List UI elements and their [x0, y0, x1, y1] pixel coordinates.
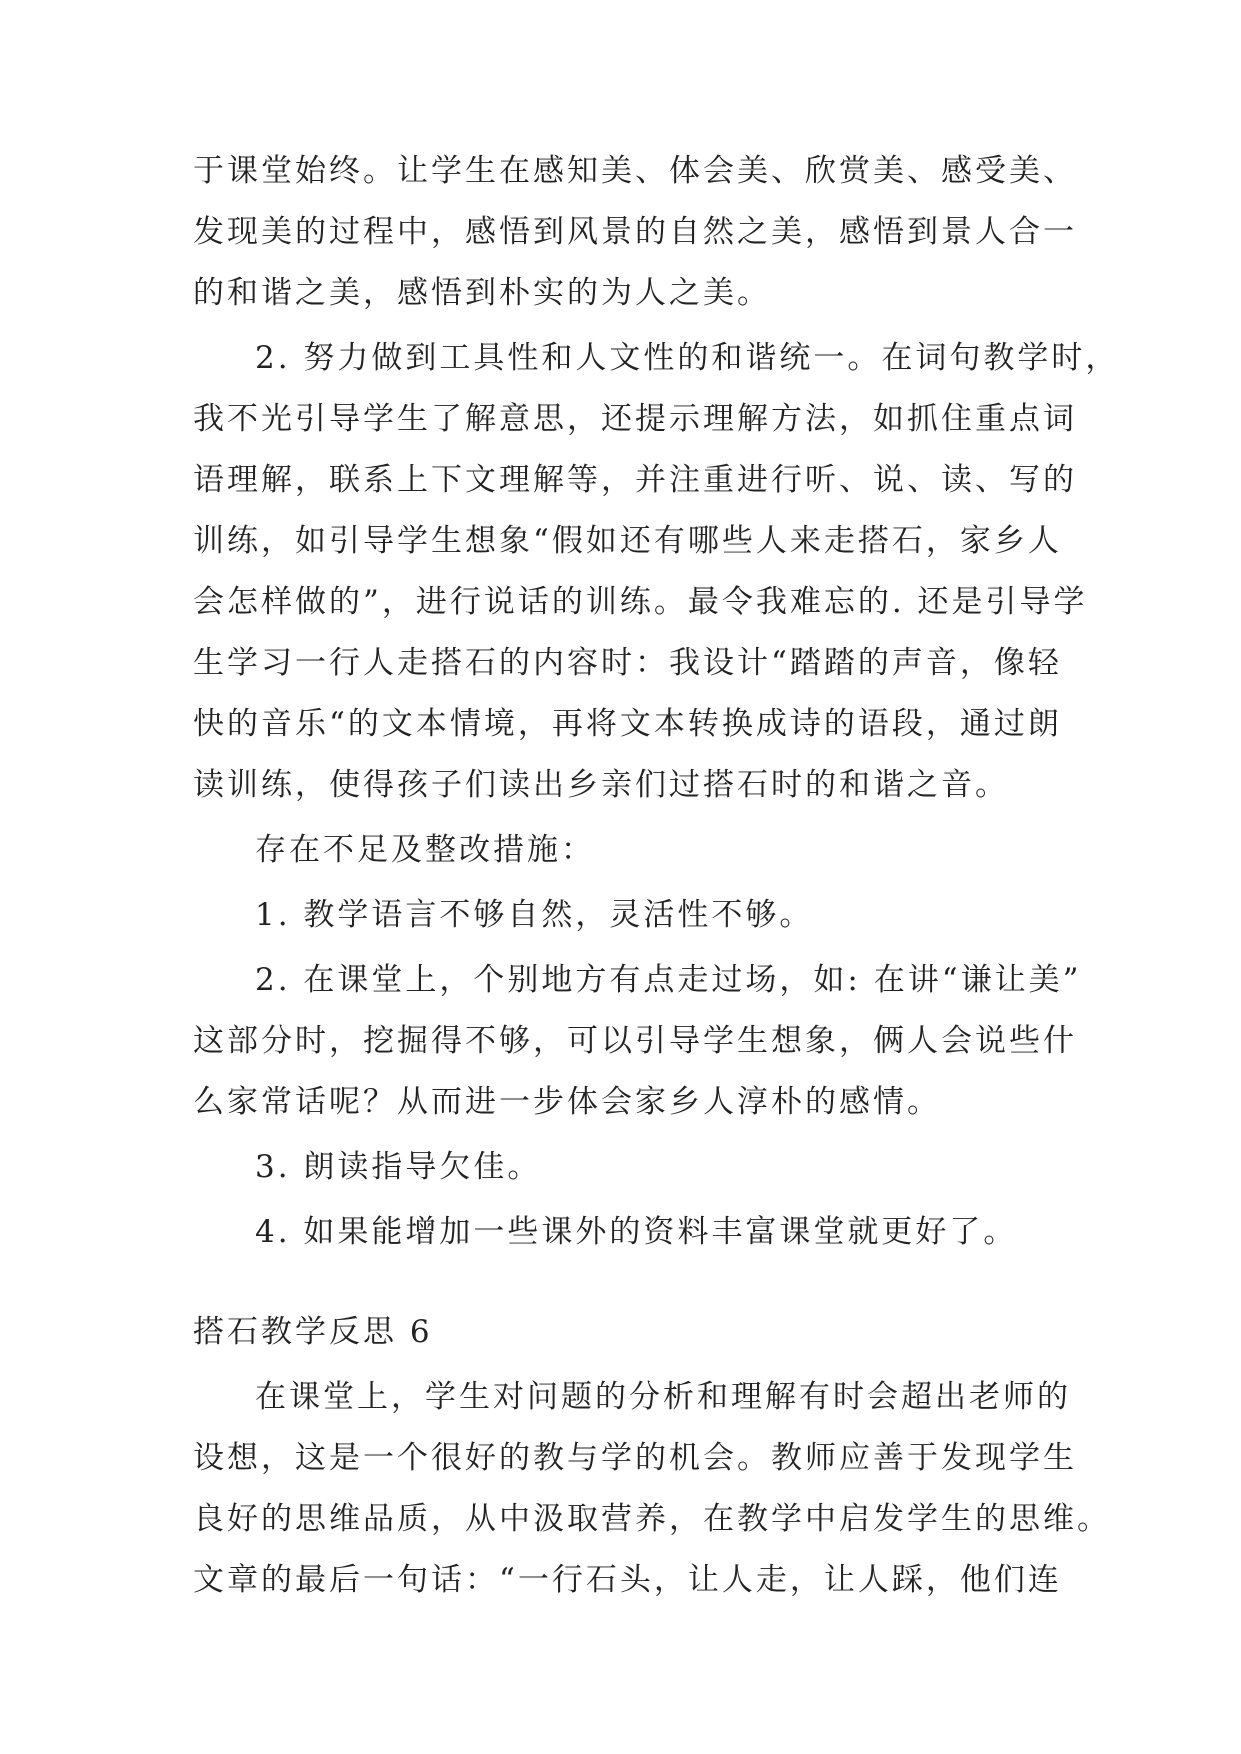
text-line: 文章的最后一句话：“一行石头，让人走，让人踩，他们连	[193, 1562, 1062, 1598]
list-item: 3. 朗读指导欠佳。	[255, 1149, 542, 1185]
text-line: 在课堂上，学生对问题的分析和理解有时会超出老师的	[255, 1379, 1071, 1415]
text-line: 生学习一行人走搭石的内容时：我设计“踏踏的声音，像轻	[193, 645, 1062, 681]
text-line: 发现美的过程中，感悟到风景的自然之美，感悟到景人合一	[193, 214, 1077, 250]
text-line: 语理解，联系上下文理解等，并注重进行听、说、读、写的	[193, 462, 1077, 498]
text-line: 良好的思维品质，从中汲取营养，在教学中启发学生的思维。	[193, 1501, 1111, 1537]
text-line: 这部分时，挖掘得不够，可以引导学生想象，俩人会说些什	[193, 1023, 1077, 1059]
text-line: 会怎样做的”，进行说话的训练。最令我难忘的. 还是引导学	[193, 584, 1088, 620]
text-line: 我不光引导学生了解意思，还提示理解方法，如抓住重点词	[193, 401, 1077, 437]
text-line: 于课堂始终。让学生在感知美、体会美、欣赏美、感受美、	[193, 153, 1077, 189]
text-line: 快的音乐“的文本情境，再将文本转换成诗的语段，通过朗	[193, 706, 1062, 742]
text-line: 训练，如引导学生想象“假如还有哪些人来走搭石，家乡人	[193, 523, 1062, 559]
text-line: 2. 努力做到工具性和人文性的和谐统一。在词句教学时，	[255, 340, 1120, 376]
list-item: 1. 教学语言不够自然，灵活性不够。	[255, 897, 814, 933]
text-line: 的和谐之美，感悟到朴实的为人之美。	[193, 275, 771, 311]
text-line: 么家常话呢？从而进一步体会家乡人淳朴的感情。	[193, 1084, 941, 1120]
list-item: 4. 如果能增加一些课外的资料丰富课堂就更好了。	[255, 1214, 1018, 1250]
text-line: 设想，这是一个很好的教与学的机会。教师应善于发现学生	[193, 1440, 1077, 1476]
section-title: 搭石教学反思 6	[193, 1314, 433, 1350]
list-item: 2. 在课堂上，个别地方有点走过场，如: 在讲“谦让美”	[255, 962, 1082, 998]
text-line: 读训练，使得孩子们读出乡亲们过搭石时的和谐之音。	[193, 767, 1009, 803]
section-heading: 存在不足及整改措施：	[255, 832, 595, 868]
